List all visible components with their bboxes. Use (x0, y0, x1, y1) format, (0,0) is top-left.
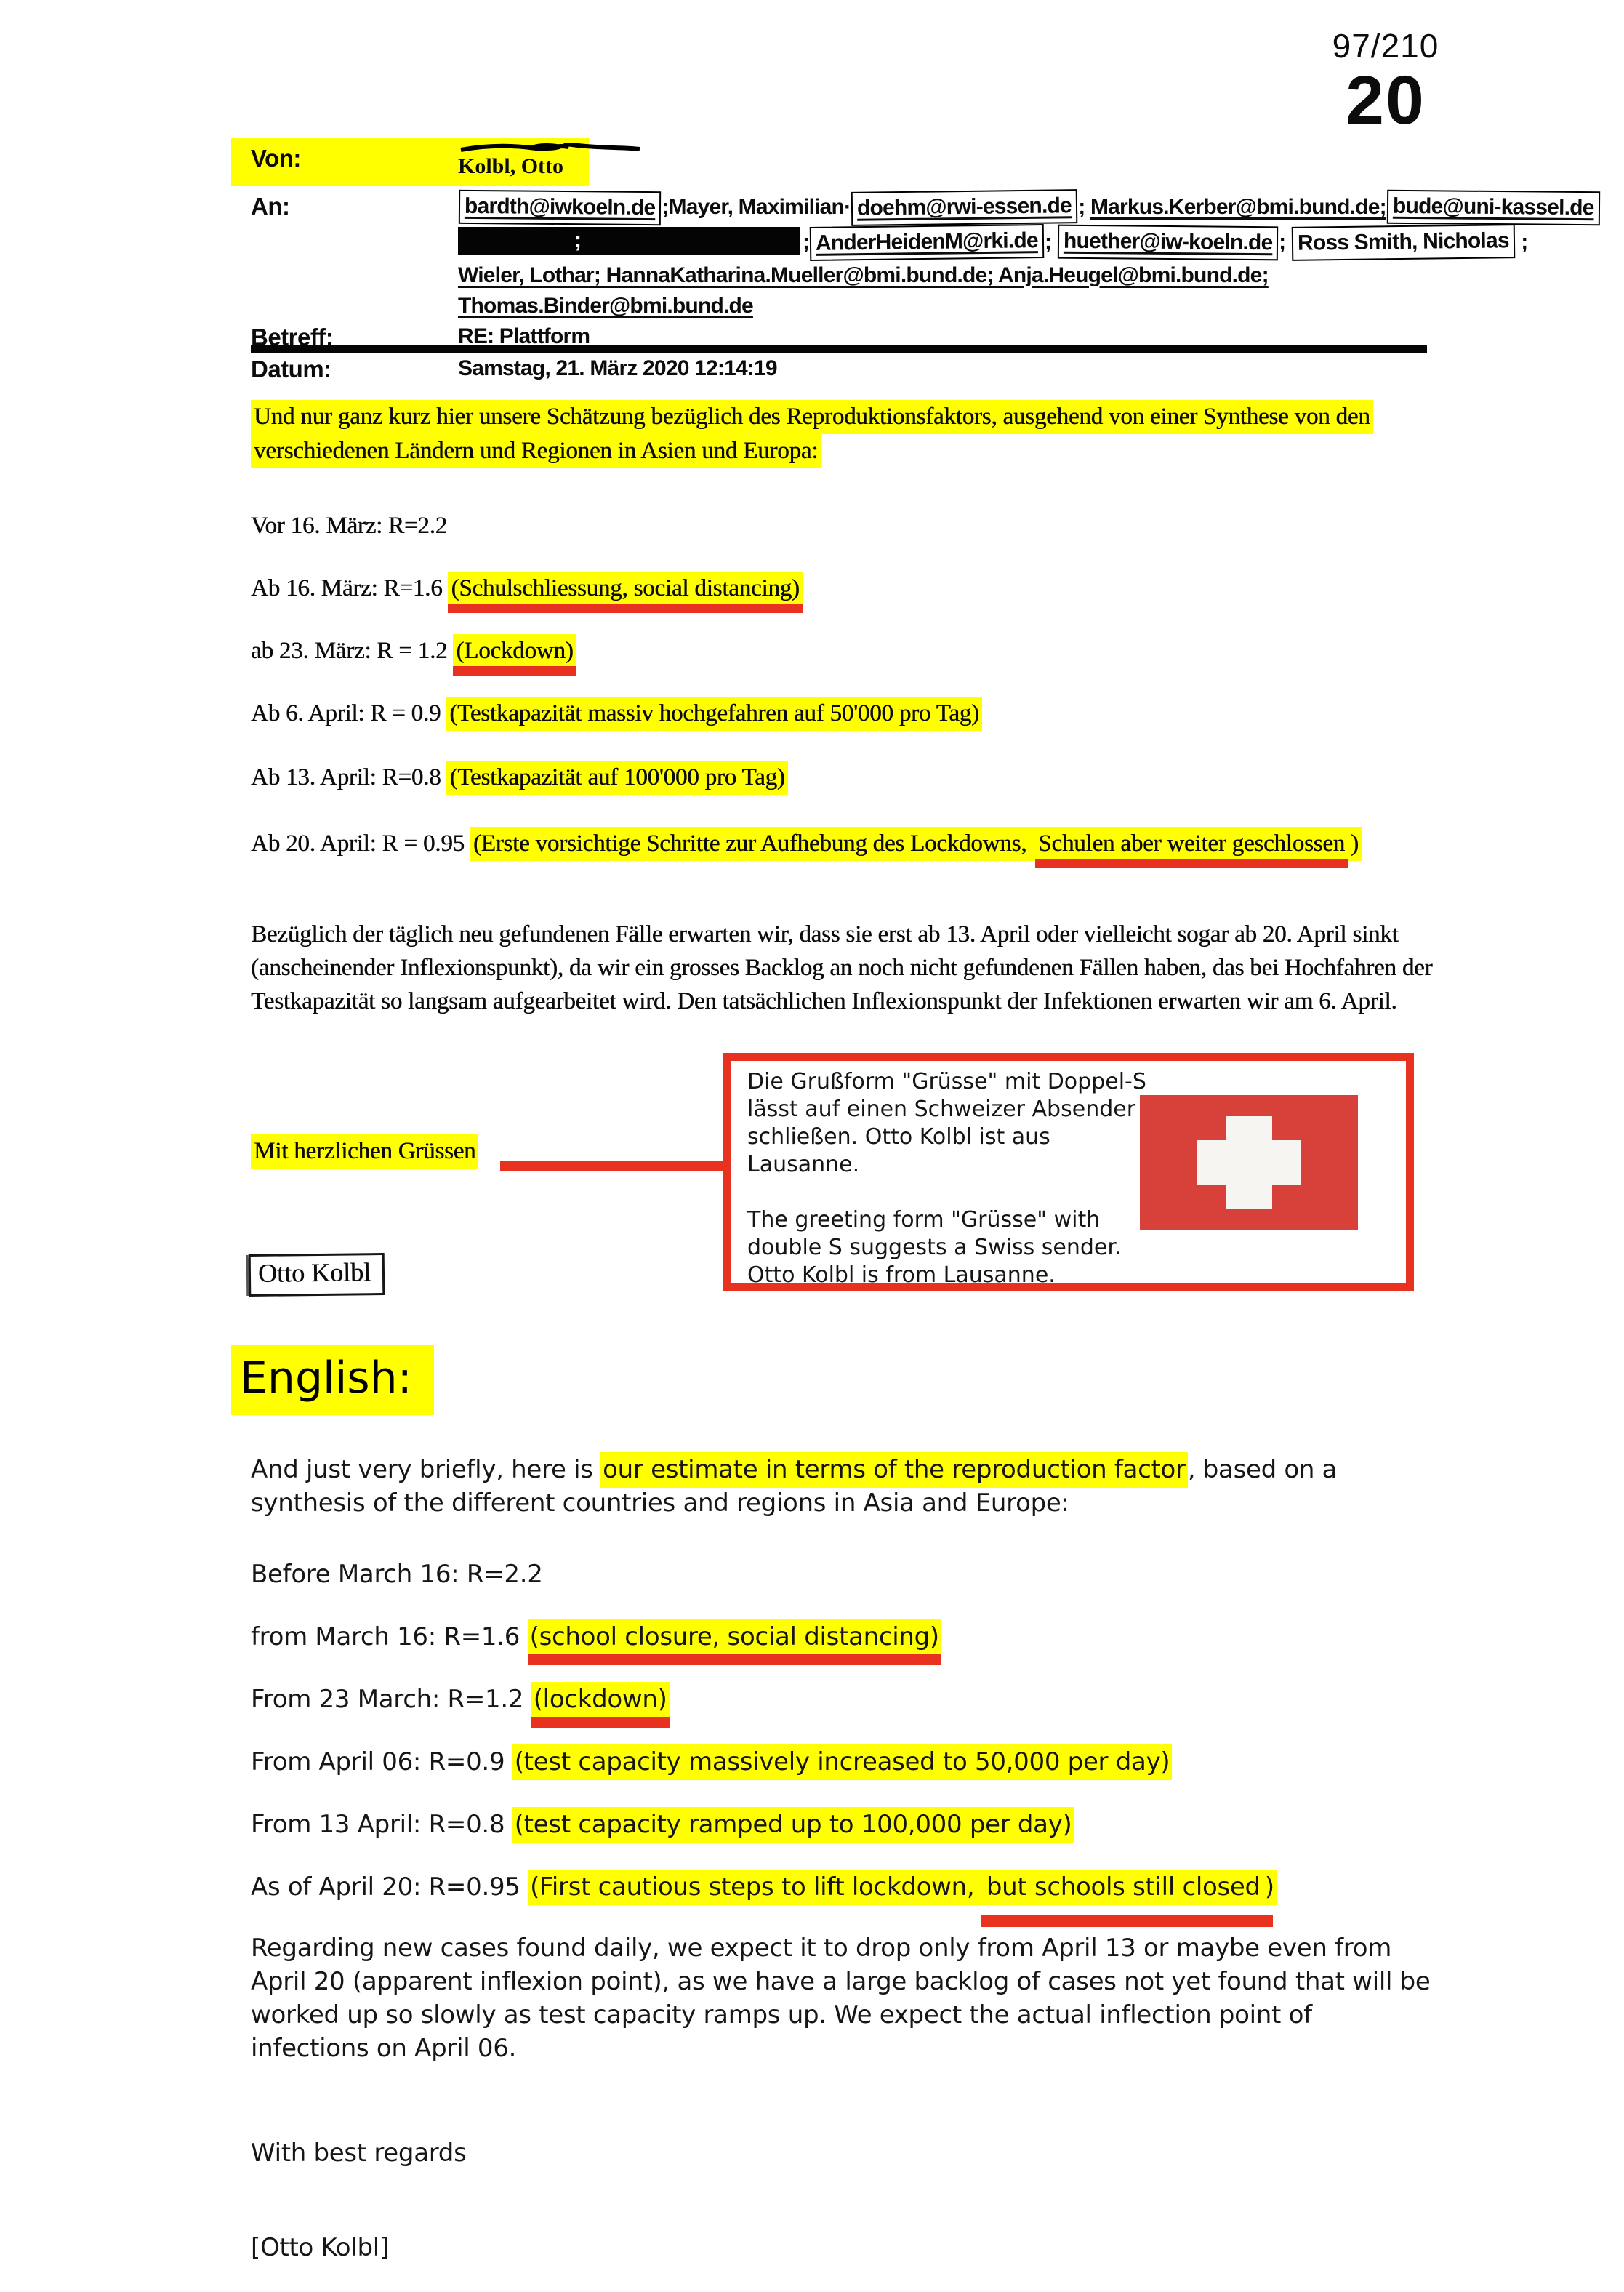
signature-stamp: Otto Kolbl (249, 1253, 385, 1297)
highlighted-text: (First cautious steps to lift lockdown, (528, 1870, 984, 1905)
highlighted-text: (Schulschliessung, social distancing) (448, 572, 802, 613)
subject-value: RE: Plattform (458, 324, 590, 348)
annotation-english-text: The greeting form "Grüsse" with double S suggests a Swiss sender. Otto Kolbl is from Lausanne. (747, 1207, 1122, 1288)
date-label: Datum: (251, 356, 331, 382)
english-r-line-1: Before March 16: R=2.2 (251, 1560, 543, 1589)
subject-row (251, 321, 1458, 353)
english-r-line-4: From April 06: R=0.9 (test capacity massively increased to 50,000 per day) (251, 1745, 1436, 1779)
english-section-title: English: (231, 1345, 434, 1415)
to-label: An: (251, 193, 290, 220)
to-line-1 (458, 191, 1600, 225)
email-address: doehm@rwi-essen.de (851, 189, 1077, 226)
recipient-name: ;Mayer, Maximilian· (662, 195, 851, 219)
highlighted-text: our estimate in terms of the reproduction factor (600, 1452, 1188, 1488)
from-row (251, 143, 1458, 191)
highlighted-underlined-text: (lockdown) (531, 1682, 670, 1728)
page-number: 20 (1346, 62, 1426, 139)
german-r-line-1: Vor 16. März: R=2.2 (251, 513, 447, 539)
english-r-line-2: from March 16: R=1.6 (school closure, social distancing) (251, 1620, 1436, 1654)
separator: ; (1078, 195, 1085, 219)
english-r-line-3: From 23 March: R=1.2 (lockdown) (251, 1683, 1436, 1716)
german-intro: Und nur ganz kurz hier unsere Schätzung bezüglich des Reproduktionsfaktors, ausgehend von einer Synthese von den verschiedenen Ländern und Regionen in Asien und Europa: (251, 400, 1436, 468)
english-paragraph: Regarding new cases found daily, we expect it to drop only from April 13 or maybe even from April 20 (apparent inflexion point), as we have a large backlog of cases not yet found that will be worked up so slowly as test capacity ramps up. We expect the actual inflection point of infections on April 06. (251, 1934, 1431, 2063)
from-value: Kolbl, Otto (458, 154, 564, 178)
separator: ; (1044, 230, 1052, 254)
separator: ; (1521, 230, 1528, 254)
highlighted-text: (test capacity massively increased to 50,000 per day) (512, 1744, 1173, 1780)
from-label: Von: (251, 145, 301, 172)
german-r-line-4: Ab 6. April: R = 0.9 (Testkapazität massiv hochgefahren auf 50'000 pro Tag) (251, 697, 1436, 731)
highlighted-text: (Testkapazität massiv hochgefahren auf 50'000 pro Tag) (446, 697, 982, 731)
email-address: bude@uni-kassel.de (1387, 190, 1600, 226)
highlighted-underlined-text: but schools still closed (984, 1870, 1263, 1905)
email-address: Markus.Kerber@bmi.bund.de; (1090, 195, 1386, 219)
english-intro: And just very briefly, here is our estimate in terms of the reproduction factor, based on a synthesis of the different countries and regions in Asia and Europe: (251, 1453, 1436, 1520)
separator: ; (574, 228, 582, 252)
email-address: huether@iw-koeln.de (1058, 225, 1279, 261)
date-value: Samstag, 21. März 2020 12:14:19 (458, 356, 777, 380)
recipient-name: Ross Smith, Nicholas (1292, 224, 1515, 261)
subject-label: Betreff: (251, 324, 334, 350)
german-r-line-6: Ab 20. April: R = 0.95 (Erste vorsichtige Schritte zur Aufhebung des Lockdowns, Schulen aber weiter geschlossen ) (251, 823, 1436, 864)
german-r-line-3: ab 23. März: R = 1.2 (Lockdown) (251, 634, 1436, 668)
annotation-text (747, 1068, 1154, 1289)
to-line-2 (458, 225, 1600, 260)
highlighted-text: (test capacity ramped up to 100,000 per day) (512, 1807, 1074, 1843)
annotation-connector-line (500, 1161, 727, 1171)
swiss-cross-horizontal (1197, 1140, 1301, 1185)
english-signature: [Otto Kolbl] (251, 2233, 389, 2262)
german-r-line-5: Ab 13. April: R=0.8 (Testkapazität auf 100'000 pro Tag) (251, 761, 1436, 795)
email-header (251, 143, 1594, 385)
annotation-german-text: Die Grußform "Grüsse" mit Doppel-S lässt auf einen Schweizer Absender schließen. Otto Kolbl ist aus Lausanne. (747, 1069, 1146, 1177)
swiss-flag-icon (1140, 1095, 1358, 1230)
separator: ; (1279, 230, 1286, 254)
to-line-4: Thomas.Binder@bmi.bund.de (458, 294, 753, 318)
german-closing: Mit herzlichen Grüssen (251, 1134, 1436, 1169)
highlighted-underlined-text: (school closure, social distancing) (528, 1619, 941, 1665)
date-row (251, 353, 1458, 385)
annotation-box (723, 1053, 1414, 1291)
highlighted-text: (Testkapazität auf 100'000 pro Tag) (446, 761, 787, 795)
to-row (251, 191, 1594, 321)
highlighted-underlined-text: Schulen aber weiter (1035, 827, 1229, 868)
german-paragraph: Bezüglich der täglich neu gefundenen Fälle erwarten wir, dass sie erst ab 13. April oder vielleicht sogar ab 20. April sinkt (anscheinender Inflexionspunkt), da wir ein grosses Backlog an noch nicht gefundenen Fällen haben, das bei Hochfahren der Testkapazität so langsam aufgearbeitet wird. Den tatsächlichen Inflexionspunkt der Infektionen erwarten wir am 6. April. (251, 921, 1433, 1014)
redaction-bar (458, 227, 800, 255)
email-address: AnderHeidenM@rki.de (810, 224, 1044, 261)
highlighted-text: (Erste vorsichtige Schritte zur Aufhebung des Lockdowns, (470, 827, 1035, 861)
folio-number: 97/210 (1332, 27, 1439, 65)
english-r-line-6: As of April 20: R=0.95 (First cautious steps to lift lockdown, but schools still closed ) (251, 1870, 1436, 1904)
separator: ; (803, 230, 810, 254)
german-r-line-2: Ab 16. März: R=1.6 (Schulschliessung, social distancing) (251, 572, 1436, 606)
to-line-3: Wieler, Lothar; HannaKatharina.Mueller@bmi.bund.de; Anja.Heugel@bmi.bund.de; (458, 263, 1269, 287)
highlighted-text: (Lockdown) (453, 634, 576, 676)
english-closing: With best regards (251, 2139, 467, 2168)
email-address: bardth@iwkoeln.de (459, 190, 662, 225)
highlighted-underlined-text: geschlossen (1229, 827, 1348, 868)
english-r-line-5: From 13 April: R=0.8 (test capacity ramped up to 100,000 per day) (251, 1808, 1436, 1841)
